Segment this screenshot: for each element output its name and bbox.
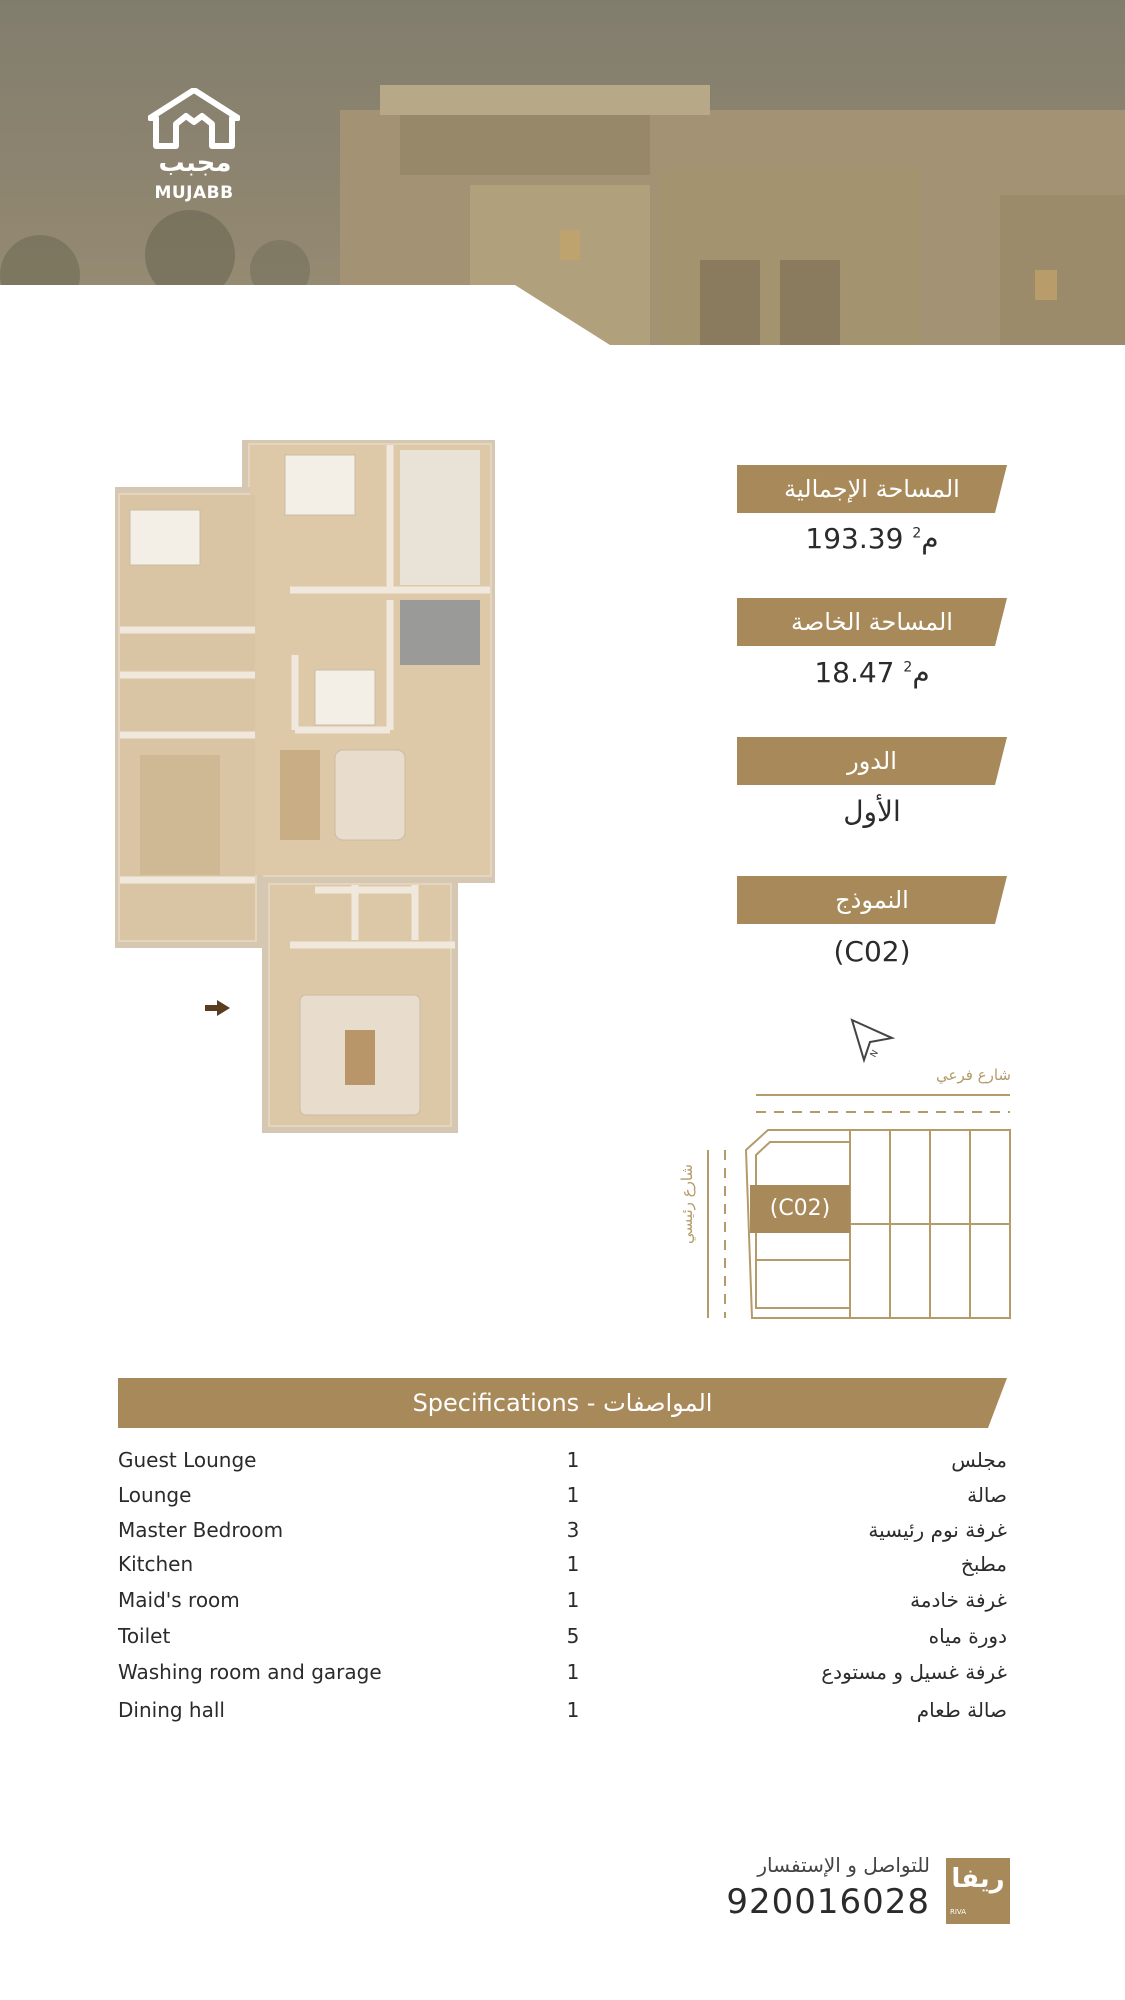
info-total-area-label: المساحة الإجمالية — [737, 465, 1007, 513]
contact-phone[interactable]: 920016028 — [726, 1882, 930, 1922]
hero-banner — [0, 0, 1125, 345]
svg-text:N: N — [868, 1048, 881, 1060]
spec-row: Washing room and garage 1 غرفة غسيل و مستودع — [118, 1660, 1007, 1684]
info-floor-label: الدور — [737, 737, 1007, 785]
spec-row: Guest Lounge 1 مجلس — [118, 1448, 1007, 1472]
spec-row: Lounge 1 صالة — [118, 1483, 1007, 1507]
info-floor-value: الأول — [843, 795, 901, 828]
main-street-label: شارع رئيسي — [677, 1164, 696, 1244]
info-model-value: (C02) — [833, 935, 911, 968]
entrance-arrow — [205, 1005, 219, 1011]
floor-plan — [115, 440, 495, 1135]
spec-row: Toilet 5 دورة مياه — [118, 1624, 1007, 1648]
info-total-area-value: 193.39 م$^2$ — [805, 522, 939, 555]
spec-row: Master Bedroom 3 غرفة نوم رئيسية — [118, 1518, 1007, 1542]
contact-label: للتواصل و الإستفسار — [757, 1853, 930, 1877]
info-model-label: النموذج — [737, 876, 1007, 924]
site-map — [677, 1010, 1015, 1330]
riva-logo: ريفا RIVA — [946, 1858, 1010, 1924]
north-arrow-icon — [852, 1020, 892, 1060]
brand-name-english: MUJABB — [154, 183, 234, 203]
site-unit-label: (C02) — [769, 1196, 831, 1221]
side-street-label: شارع فرعي — [936, 1066, 1011, 1084]
mujabb-logo-icon — [148, 88, 240, 150]
spec-row: Kitchen 1 مطبخ — [118, 1552, 1007, 1576]
info-private-area-value: 18.47 م$^2$ — [814, 656, 930, 689]
specifications-title: Specifications - المواصفات — [412, 1389, 713, 1417]
spec-row: Maid's room 1 غرفة خادمة — [118, 1588, 1007, 1612]
info-private-area-label: المساحة الخاصة — [737, 598, 1007, 646]
spec-row: Dining hall 1 صالة طعام — [118, 1698, 1007, 1722]
brand-name-arabic: مجبب — [158, 148, 232, 178]
